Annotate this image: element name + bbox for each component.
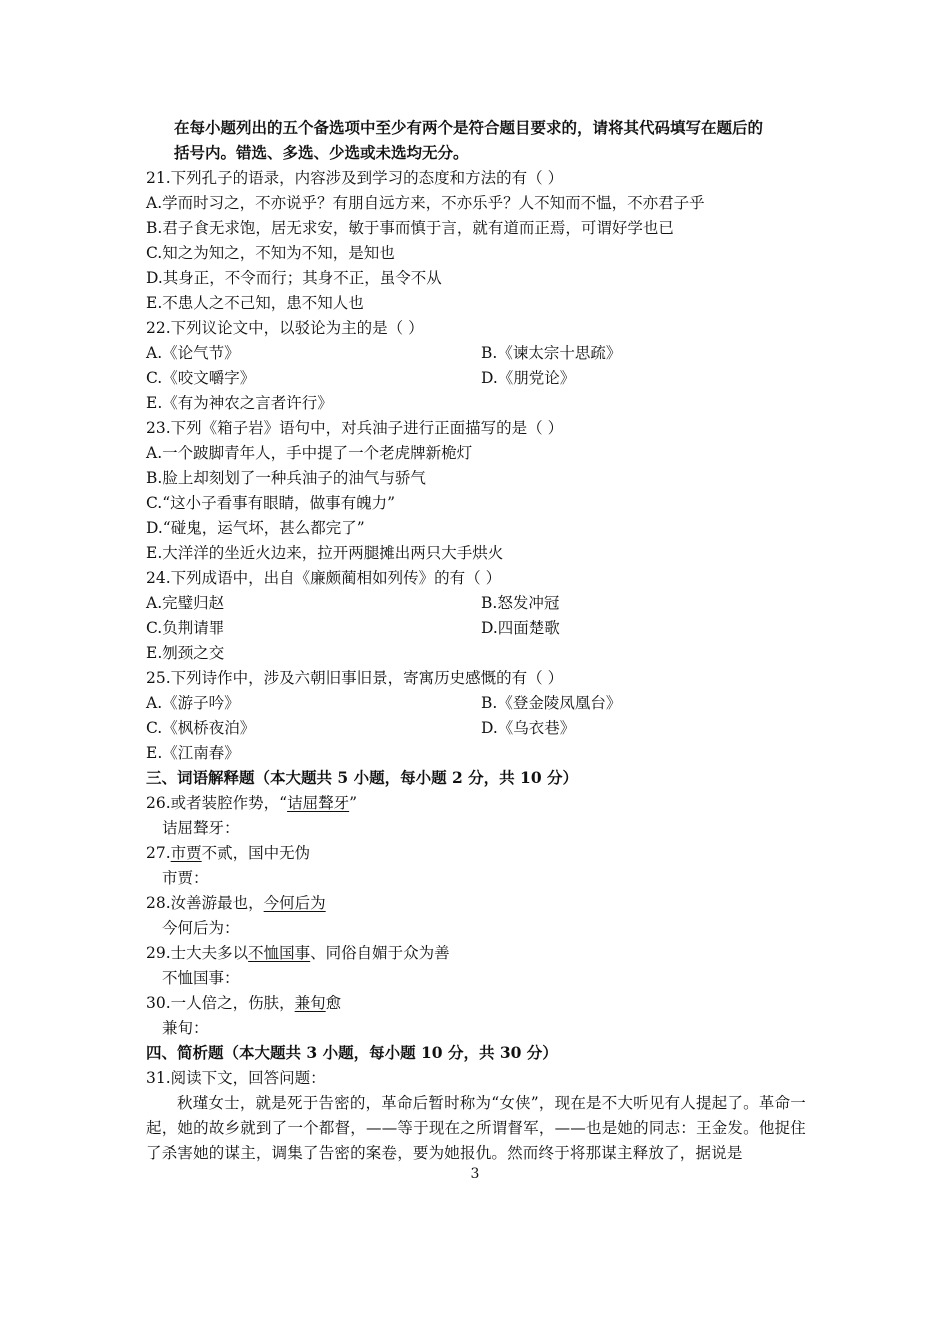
- q26-post: ”: [349, 794, 358, 812]
- q29-term: 不恤国事: [248, 944, 311, 962]
- page-number: 3: [470, 1166, 480, 1182]
- q30-stem: [146, 991, 341, 1015]
- q25-option-d: D.《乌衣巷》: [481, 719, 576, 737]
- q27-definition: 市贾：: [162, 869, 209, 887]
- q30-term: 兼旬: [294, 994, 326, 1012]
- q31-stem: 31.阅读下文，回答问题：: [146, 1069, 326, 1087]
- q28-stem: [146, 891, 326, 915]
- q24-option-d: D.四面楚歌: [481, 619, 560, 637]
- q27-pre: 27.: [146, 844, 171, 862]
- q25-option-e: E.《江南春》: [146, 744, 240, 762]
- q30-pre: 30.一人倍之，伤肤，: [146, 994, 295, 1012]
- q24-option-a: A.完璧归赵: [146, 594, 225, 612]
- q27-post: 不贰，国中无伪: [201, 844, 311, 862]
- q23-option-e: E.大洋洋的坐近火边来，拉开两腿摊出两只大手烘火: [146, 544, 504, 562]
- q27-stem: [146, 841, 310, 865]
- q31-passage: 秋瑾女士，就是死于告密的，革命后暂时称为“女侠”，现在是不大听见有人提起了。革命一起，她的故乡就到了一个都督，——等于现在之所谓督军，——也是她的同志：王金发。他捉住了杀害她的谋主，调集了告密的案卷，要为她报仇。然而终于将那谋主释放了，据说是: [146, 1094, 806, 1162]
- instruction-line-2: 括号内。错选、多选、少选或未选均无分。: [174, 143, 469, 162]
- q21-stem: 21.下列孔子的语录，内容涉及到学习的态度和方法的有（ ）: [146, 169, 564, 187]
- q22-option-b: B.《谏太宗十思疏》: [481, 344, 622, 362]
- q29-pre: 29.士大夫多以: [146, 944, 249, 962]
- q30-definition: 兼旬：: [162, 1019, 209, 1037]
- q23-stem: 23.下列《箱子岩》语句中，对兵油子进行正面描写的是（ ）: [146, 419, 564, 437]
- q28-term: 今何后为: [263, 894, 326, 912]
- q22-option-e: E.《有为神农之言者许行》: [146, 394, 333, 412]
- q25-option-b: B.《登金陵凤凰台》: [481, 694, 622, 712]
- q26-stem: [146, 791, 357, 815]
- q26-definition: 诘屈聱牙：: [162, 819, 240, 837]
- q27-term: 市贾: [170, 844, 202, 862]
- instruction-line-1: 在每小题列出的五个备选项中至少有两个是符合题目要求的，请将其代码填写在题后的: [174, 118, 764, 137]
- q24-stem: 24.下列成语中，出自《廉颇蔺相如列传》的有（ ）: [146, 569, 502, 587]
- q23-option-d: D.“碰鬼，运气坏，甚么都完了”: [146, 519, 365, 537]
- q29-definition: 不恤国事：: [162, 969, 240, 987]
- q21-option-d: D.其身正，不令而行；其身不正，虽令不从: [146, 269, 442, 287]
- q30-post: 愈: [325, 994, 342, 1012]
- q28-pre: 28.汝善游最也，: [146, 894, 264, 912]
- q26-term: 诘屈聱牙: [287, 794, 350, 812]
- q22-option-d: D.《朋党论》: [481, 369, 576, 387]
- q22-option-c: C.《咬文嚼字》: [146, 369, 256, 387]
- q21-option-c: C.知之为知之，不知为不知，是知也: [146, 244, 395, 262]
- q25-option-c: C.《枫桥夜泊》: [146, 719, 256, 737]
- section-3-title: 三、词语解释题（本大题共 5 小题，每小题 2 分，共 10 分）: [146, 768, 579, 787]
- q21-option-a: A.学而时习之，不亦说乎？有朋自远方来，不亦乐乎？人不知而不愠，不亦君子乎: [146, 194, 705, 212]
- q22-option-a: A.《论气节》: [146, 344, 240, 362]
- q21-option-b: B.君子食无求饱，居无求安，敏于事而慎于言，就有道而正焉，可谓好学也已: [146, 219, 674, 237]
- q29-stem: [146, 941, 450, 965]
- section-4-title: 四、简析题（本大题共 3 小题，每小题 10 分，共 30 分）: [146, 1043, 558, 1062]
- q28-definition: 今何后为：: [162, 919, 240, 937]
- q22-stem: 22.下列议论文中，以驳论为主的是（ ）: [146, 319, 424, 337]
- q23-option-c: C.“这小子看事有眼睛，做事有魄力”: [146, 494, 396, 512]
- q24-option-c: C.负荆请罪: [146, 619, 225, 637]
- q23-option-b: B.脸上却刻划了一种兵油子的油气与骄气: [146, 469, 426, 487]
- q29-post: 、同俗自媚于众为善: [310, 944, 450, 962]
- q24-option-b: B.怒发冲冠: [481, 594, 560, 612]
- q24-option-e: E.刎颈之交: [146, 644, 225, 662]
- q26-pre: 26.或者装腔作势，“: [146, 794, 288, 812]
- q25-stem: 25.下列诗作中，涉及六朝旧事旧景，寄寓历史感慨的有（ ）: [146, 669, 564, 687]
- q23-option-a: A.一个跛脚青年人，手中提了一个老虎牌新桅灯: [146, 444, 473, 462]
- q21-option-e: E.不患人之不己知，患不知人也: [146, 294, 364, 312]
- q25-option-a: A.《游子吟》: [146, 694, 240, 712]
